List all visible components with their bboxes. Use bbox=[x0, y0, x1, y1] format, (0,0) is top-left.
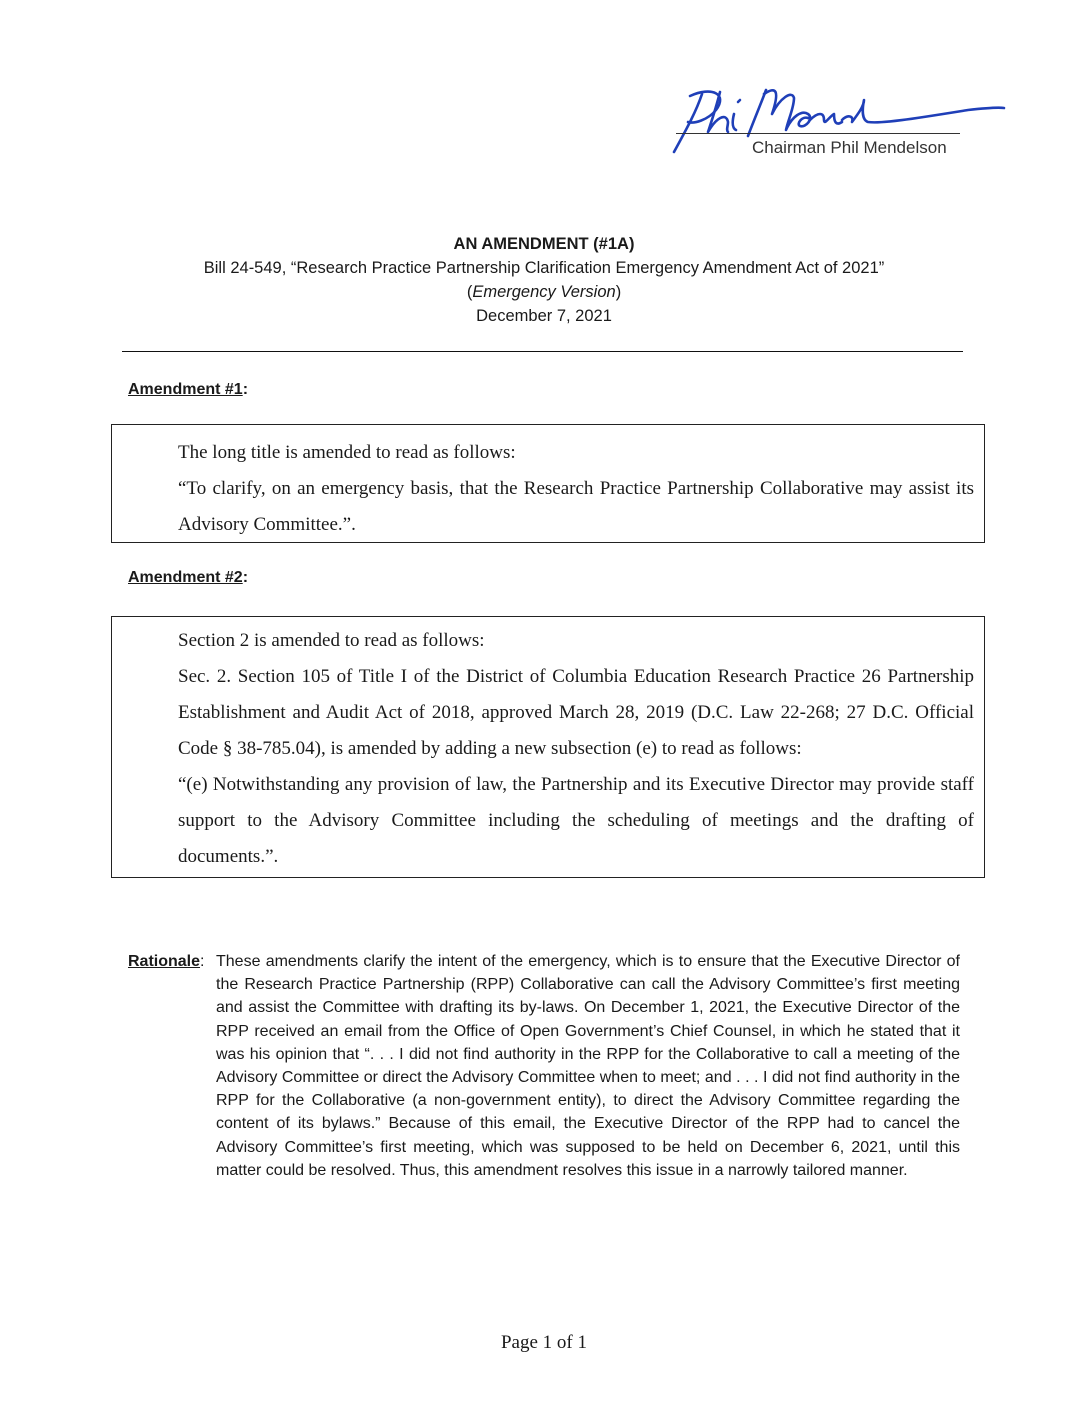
rationale-label: Rationale: bbox=[128, 953, 205, 970]
document-title: AN AMENDMENT (#1A) bbox=[453, 235, 635, 253]
page-number: Page 1 of 1 bbox=[500, 1332, 587, 1353]
header-divider bbox=[122, 351, 963, 352]
amendment-1-box bbox=[111, 424, 985, 543]
amendment-2-box bbox=[111, 616, 985, 878]
amendment-2-text: Sec. 2. Section 105 of Title I of the District of Columbia Education Research Practice 26 Partnership Establishment and Audit Act of 2018, approved March 28, 2019 (D.C. Law 22-268; 27 D.C. Official Code § 38-785.04), is amended by adding a new subsection (e) to read as follows: bbox=[178, 666, 974, 759]
amendment-1-label: Amendment #1: bbox=[128, 381, 249, 398]
rationale-text: These amendments clarify the intent of the emergency, which is to ensure that the Executive Director of the Research Practice Partnership (RPP) Collaborative can call the Advisory Committee’s first meeting and assist the Committee with drafting its by-laws. On December 1, 2021, the Executive Director of the RPP received an email from the Office of Open Government’s Chief Counsel, in which he stated that it was his opinion that “. . . I did not find authority in the RPP for the Collaborative to call a meeting of the Advisory Committee or direct the Advisory Committee when to meet; and . . . I did not find authority in the RPP for the Collaborative (a non-government entity), to direct the Advisory Committee regarding the content of its bylaws.” Because of this email, the Executive Director of the RPP had to cancel the Advisory Committee’s first meeting, which was supposed to be held on December 6, 2021, until this matter could be resolved. Thus, this amendment resolves this issue in a narrowly tailored manner. bbox=[216, 953, 960, 1179]
signature-line bbox=[676, 133, 960, 134]
document-date: December 7, 2021 bbox=[476, 307, 612, 325]
signer-name: Chairman Phil Mendelson bbox=[752, 138, 947, 157]
amendment-1-text: “To clarify, on an emergency basis, that the Research Practice Partnership Collaborative may assist its Advisory Committee.”. bbox=[178, 478, 974, 535]
version-text: Emergency Version bbox=[472, 283, 616, 301]
amendment-2-intro: Section 2 is amended to read as follows: bbox=[178, 630, 485, 651]
amendment-1-intro: The long title is amended to read as follows: bbox=[178, 442, 516, 463]
bill-line: Bill 24-549, “Research Practice Partnership Clarification Emergency Amendment Act of 2021” bbox=[203, 259, 885, 277]
amendment-2-label: Amendment #2: bbox=[128, 569, 249, 586]
version-line: (Emergency Version) bbox=[466, 283, 622, 301]
document-header bbox=[0, 232, 1088, 328]
amendment-2-subsection: “(e) Notwithstanding any provision of law, the Partnership and its Executive Director may provide staff support to the Advisory Committee including the scheduling of meetings and the drafting of documents.”. bbox=[178, 774, 974, 867]
